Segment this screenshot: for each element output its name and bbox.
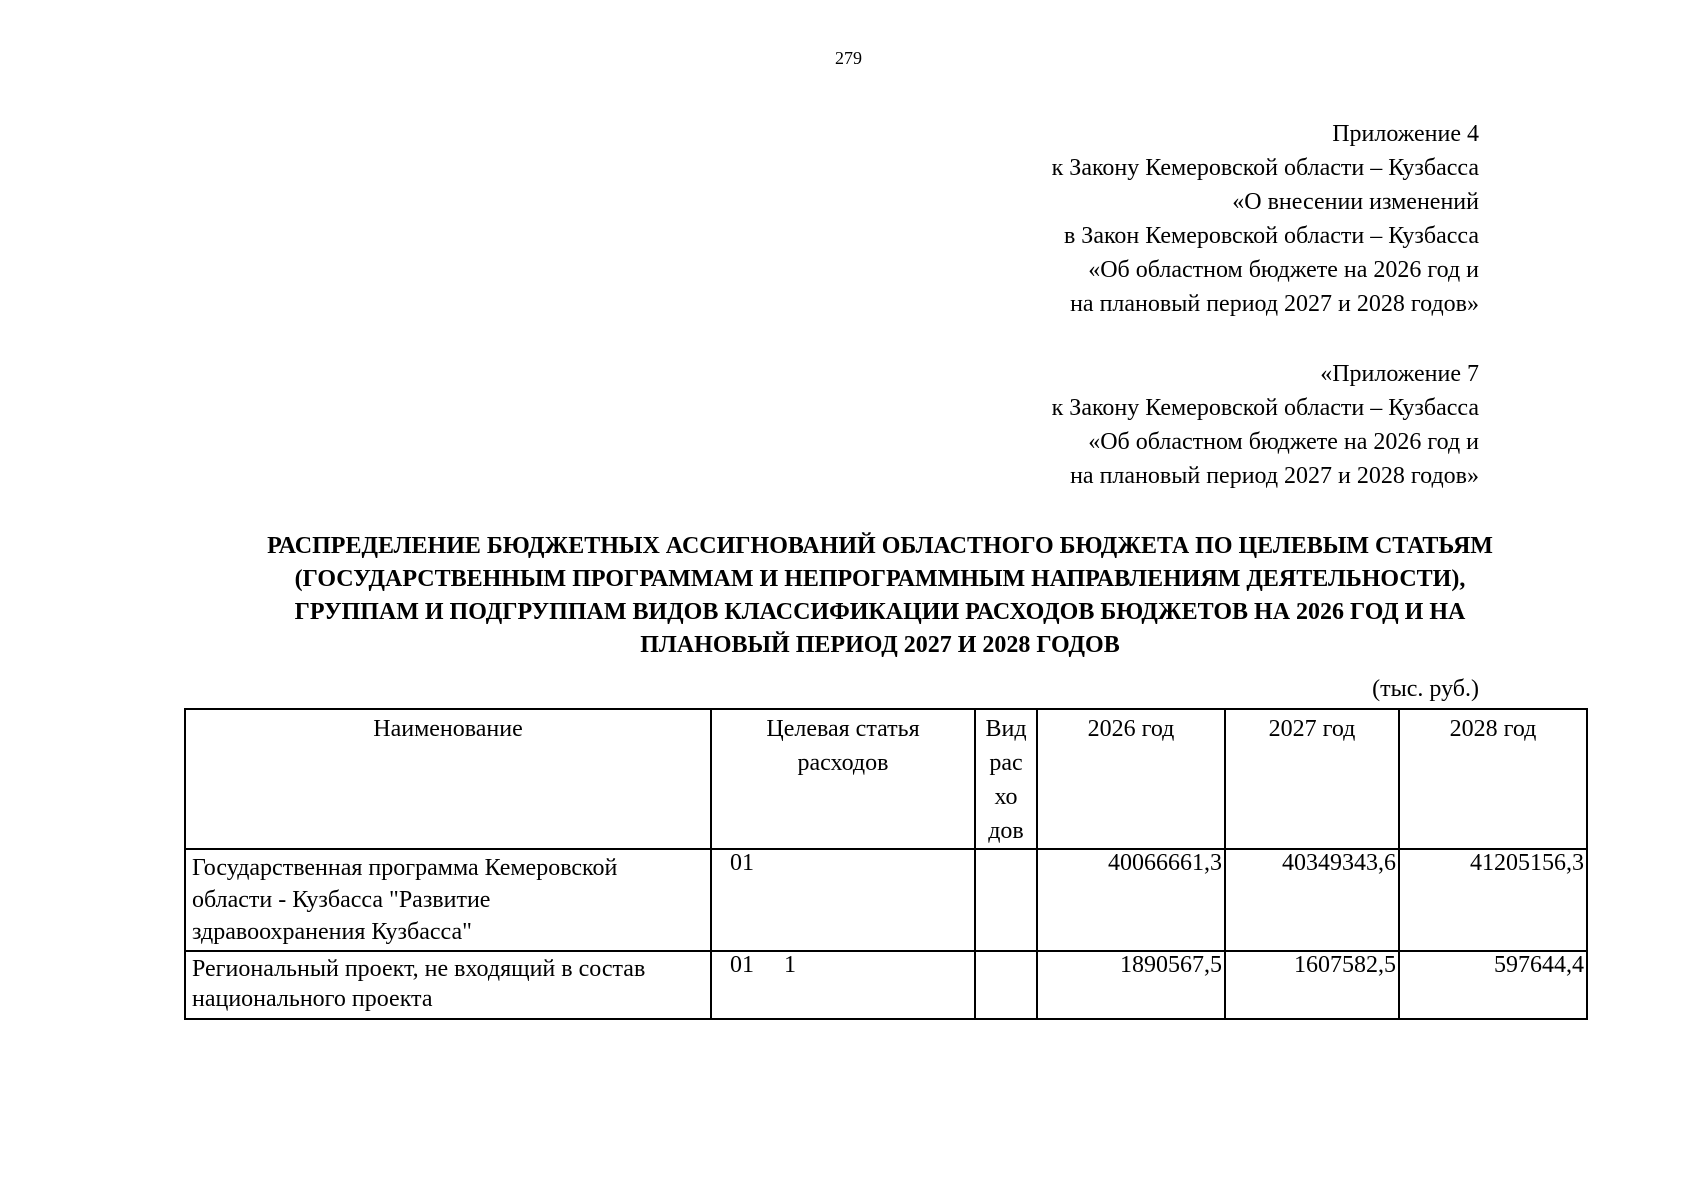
header-name-label: Наименование	[373, 716, 523, 742]
row-name-line: области - Кузбасса "Развитие	[192, 887, 491, 913]
header-year-2028	[1399, 709, 1587, 849]
page-number: 279	[835, 48, 862, 68]
table-row	[185, 951, 1587, 1019]
appendix-7-line: «Об областном бюджете на 2026 год и	[1088, 429, 1479, 455]
row-name-line: Государственная программа Кемеровской	[192, 855, 618, 881]
header-year-2026-label: 2026 год	[1087, 716, 1175, 742]
appendix-4-line: в Закон Кемеровской области – Кузбасса	[1063, 223, 1479, 249]
header-expense-type-line: Вид	[985, 716, 1027, 742]
appendix-4-line: Приложение 4	[1332, 121, 1479, 147]
appendix-4-line: «Об областном бюджете на 2026 год и	[1088, 257, 1479, 283]
appendix-4-block	[1052, 117, 1479, 321]
document-title	[160, 530, 1600, 662]
row-code-main: 01	[730, 850, 754, 876]
row-name	[185, 951, 711, 1019]
header-expense-type-line: хо	[994, 784, 1018, 810]
header-year-2028-label: 2028 год	[1449, 716, 1537, 742]
header-name	[185, 709, 711, 849]
header-target-article-line: расходов	[797, 750, 889, 776]
row-name-line: Региональный проект, не входящий в состав	[192, 956, 646, 982]
row-value-2027: 1607582,5	[1225, 951, 1399, 1019]
header-year-2027-label: 2027 год	[1268, 716, 1356, 742]
appendix-7-line: «Приложение 7	[1320, 361, 1479, 387]
budget-table	[184, 708, 1588, 1020]
units-label: (тыс. руб.)	[1372, 676, 1479, 702]
header-target-article-line: Целевая статья	[766, 716, 920, 742]
row-target-article	[711, 951, 975, 1019]
appendix-4-line: «О внесении изменений	[1232, 189, 1479, 215]
header-year-2027	[1225, 709, 1399, 849]
row-value-2028: 597644,4	[1399, 951, 1587, 1019]
table-header-row	[185, 709, 1587, 849]
document-title-line: ПЛАНОВЫЙ ПЕРИОД 2027 И 2028 ГОДОВ	[640, 632, 1120, 658]
appendix-4-line: к Закону Кемеровской области – Кузбасса	[1051, 155, 1479, 181]
appendix-7-line: к Закону Кемеровской области – Кузбасса	[1051, 395, 1479, 421]
row-target-article	[711, 849, 975, 951]
document-title-line: (ГОСУДАРСТВЕННЫМ ПРОГРАММАМ И НЕПРОГРАММНЫМ НАПРАВЛЕНИЯМ ДЕЯТЕЛЬНОСТИ),	[294, 566, 1466, 592]
row-value-2026: 40066661,3	[1037, 849, 1225, 951]
row-code-main: 01	[730, 952, 754, 978]
row-name-line: здравоохранения Кузбасса"	[192, 919, 472, 945]
appendix-7-line: на плановый период 2027 и 2028 годов»	[1070, 463, 1479, 489]
row-name	[185, 849, 711, 951]
header-expense-type	[975, 709, 1037, 849]
header-year-2026	[1037, 709, 1225, 849]
table-row	[185, 849, 1587, 951]
row-code-sub: 1	[784, 952, 796, 978]
row-value-2027: 40349343,6	[1225, 849, 1399, 951]
document-title-line: РАСПРЕДЕЛЕНИЕ БЮДЖЕТНЫХ АССИГНОВАНИЙ ОБЛАСТНОГО БЮДЖЕТА ПО ЦЕЛЕВЫМ СТАТЬЯМ	[267, 533, 1493, 559]
document-title-line: ГРУППАМ И ПОДГРУППАМ ВИДОВ КЛАССИФИКАЦИИ РАСХОДОВ БЮДЖЕТОВ НА 2026 ГОД И НА	[294, 599, 1466, 625]
row-value-2026: 1890567,5	[1037, 951, 1225, 1019]
header-target-article	[711, 709, 975, 849]
row-name-line: национального проекта	[192, 986, 433, 1012]
header-expense-type-line: дов	[988, 818, 1024, 844]
row-expense-type	[975, 951, 1037, 1019]
appendix-7-block	[1052, 357, 1479, 493]
header-expense-type-line: рас	[989, 750, 1023, 776]
appendix-4-line: на плановый период 2027 и 2028 годов»	[1070, 291, 1479, 317]
row-value-2028: 41205156,3	[1399, 849, 1587, 951]
row-expense-type	[975, 849, 1037, 951]
